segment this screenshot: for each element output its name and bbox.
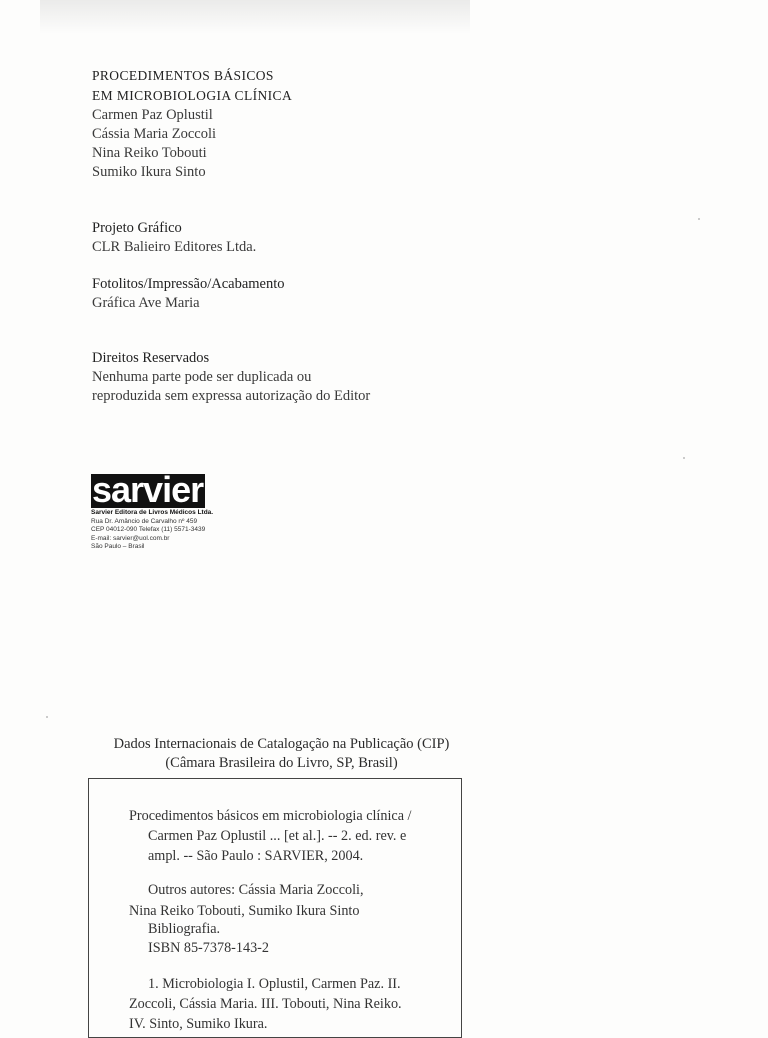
cip-entry-line-2: Carmen Paz Oplustil ... [et al.]. -- 2. ed. rev. e [148,828,407,844]
publisher-name: Sarvier Editora de Livros Médicos Ltda. [91,509,214,516]
cip-entry-line-4: Outros autores: Cássia Maria Zoccoli, [148,882,364,898]
author-2: Cássia Maria Zoccoli [92,126,217,142]
author-1: Carmen Paz Oplustil [92,107,213,123]
cip-entry-line-9: Zoccoli, Cássia Maria. III. Tobouti, Nina Reiko. [129,996,402,1012]
fotolitos-block [92,275,285,313]
cip-entry-line-5: Nina Reiko Tobouti, Sumiko Ikura Sinto [129,903,360,919]
cip-entry-line-6: Bibliografia. [148,921,221,937]
scan-shadow [40,0,470,34]
book-title-line-2: EM MICROBIOLOGIA CLÍNICA [92,88,293,103]
cip-entry-line-1: Procedimentos básicos em microbiologia clínica / [129,808,412,824]
author-3: Nina Reiko Tobouti [92,145,207,161]
author-4: Sumiko Ikura Sinto [92,164,206,180]
sarvier-logo: sarvier [92,469,204,510]
publisher-address: Rua Dr. Amâncio de Carvalho nº 459 [91,517,198,525]
direitos-line-2: reproduzida sem expressa autorização do Editor [92,388,371,404]
scan-speck [683,457,685,459]
cip-heading [89,735,474,773]
cip-entry-line-3: ampl. -- São Paulo : SARVIER, 2004. [148,848,364,864]
projeto-grafico-block [92,219,256,257]
projeto-grafico-value: CLR Balieiro Editores Ltda. [92,239,257,255]
book-title-block [92,66,292,182]
fotolitos-heading: Fotolitos/Impressão/Acabamento [92,276,285,292]
publisher-city: São Paulo – Brasil [91,543,145,550]
cip-entry-line-10: IV. Sinto, Sumiko Ikura. [129,1016,268,1032]
cip-heading-line-2: (Câmara Brasileira do Livro, SP, Brasil) [165,755,398,771]
publisher-cep-tel: CEP 04012-090 Telefax (11) 5571-3439 [91,526,206,533]
direitos-line-1: Nenhuma parte pode ser duplicada ou [92,369,312,385]
publisher-email: E-mail: sarvier@uol.com.br [91,534,170,542]
cip-entry-line-8: 1. Microbiologia I. Oplustil, Carmen Paz. II. [148,976,401,992]
direitos-heading: Direitos Reservados [92,350,210,366]
projeto-grafico-heading: Projeto Gráfico [92,220,182,236]
fotolitos-value: Gráfica Ave Maria [92,295,200,311]
cip-entry-line-7: ISBN 85-7378-143-2 [148,940,269,956]
cip-catalog-box [88,778,462,1038]
direitos-block [92,349,370,406]
book-title-line-1: PROCEDIMENTOS BÁSICOS [92,68,274,83]
scan-speck [698,218,700,220]
scan-speck [46,716,48,718]
cip-heading-line-1: Dados Internacionais de Catalogação na Publicação (CIP) [113,736,450,752]
sarvier-logo-block [91,469,241,552]
